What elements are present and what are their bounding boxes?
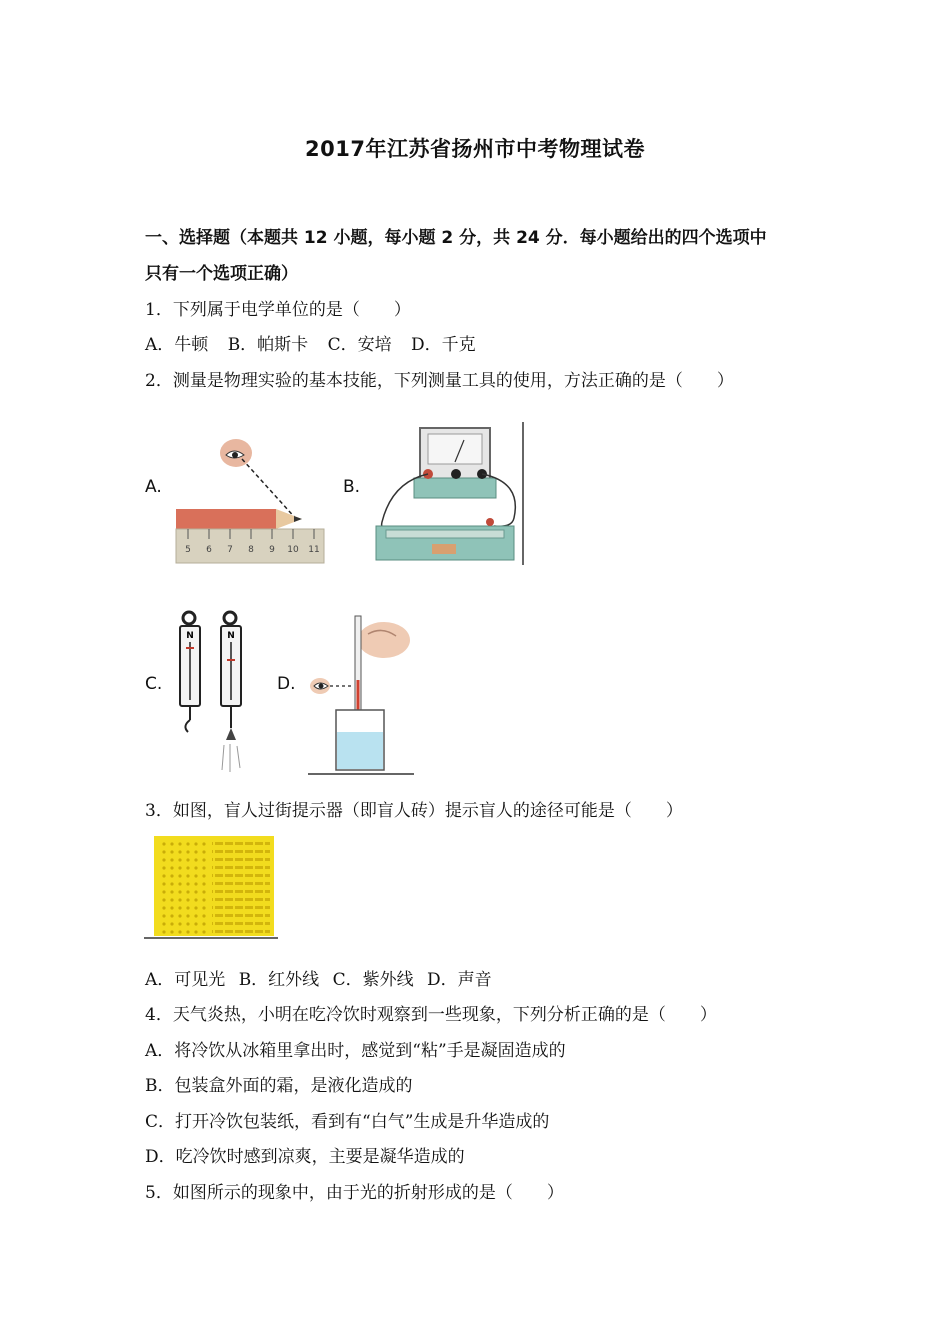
- q3-option-d[interactable]: D．声音: [427, 970, 492, 990]
- q2-label-c: C.: [145, 674, 163, 694]
- q4-option-a[interactable]: A．将冷饮从冰箱里拿出时，感觉到“粘”手是凝固造成的: [145, 1041, 566, 1061]
- ruler-tick-8: 8: [248, 545, 254, 555]
- q3-options: [145, 965, 500, 990]
- ruler-tick-6: 6: [206, 545, 212, 555]
- q1-option-a[interactable]: A．牛顿: [145, 335, 209, 355]
- q5-stem: 5．如图所示的现象中，由于光的折射形成的是（ ）: [145, 1183, 564, 1203]
- exam-title: 2017年江苏省扬州市中考物理试卷: [305, 137, 645, 161]
- q2-label-d: D.: [277, 674, 296, 694]
- q3-option-c[interactable]: C．紫外线: [332, 970, 414, 990]
- q1-stem: 1．下列属于电学单位的是（ ）: [145, 300, 411, 320]
- ruler-tick-10: 10: [287, 545, 299, 555]
- q2-stem: 2．测量是物理实验的基本技能，下列测量工具的使用，方法正确的是（ ）: [145, 371, 734, 391]
- q4-option-d[interactable]: D．吃冷饮时感到凉爽，主要是凝华造成的: [145, 1147, 465, 1167]
- tactile-paving-figure: [144, 832, 278, 942]
- q4-option-c[interactable]: C．打开冷饮包装纸，看到有“白气”生成是升华造成的: [145, 1112, 550, 1132]
- q2-label-b: B.: [343, 477, 361, 497]
- ruler-tick-7: 7: [227, 545, 233, 555]
- ruler-tick-5: 5: [185, 545, 191, 555]
- q4-option-b[interactable]: B．包装盒外面的霜，是液化造成的: [145, 1076, 413, 1096]
- scale-letter-right: N: [227, 631, 235, 641]
- section-heading-line2: 只有一个选项正确）: [145, 264, 298, 284]
- ruler-tick-9: 9: [269, 545, 275, 555]
- q3-option-a[interactable]: A．可见光: [145, 970, 226, 990]
- q1-option-b[interactable]: B．帕斯卡: [227, 335, 309, 355]
- meter-circuit-figure: [372, 422, 527, 566]
- q3-option-b[interactable]: B．红外线: [238, 970, 320, 990]
- q3-stem: 3．如图，盲人过街提示器（即盲人砖）提示盲人的途径可能是（ ）: [145, 801, 683, 821]
- scale-letter-left: N: [186, 631, 194, 641]
- ruler-tick-11: 11: [308, 545, 320, 555]
- q1-option-d[interactable]: D．千克: [411, 335, 476, 355]
- ruler-reading-figure: [174, 425, 326, 565]
- q1-options: [145, 330, 490, 355]
- spring-scale-figure: [174, 610, 254, 775]
- q2-label-a: A.: [145, 477, 162, 497]
- thermometer-beaker-figure: [306, 610, 416, 778]
- q1-option-c[interactable]: C．安培: [327, 335, 392, 355]
- section-heading-line1: 一、选择题（本题共 12 小题，每小题 2 分，共 24 分．每小题给出的四个选项中: [145, 228, 767, 248]
- q4-stem: 4．天气炎热，小明在吃冷饮时观察到一些现象，下列分析正确的是（ ）: [145, 1005, 717, 1025]
